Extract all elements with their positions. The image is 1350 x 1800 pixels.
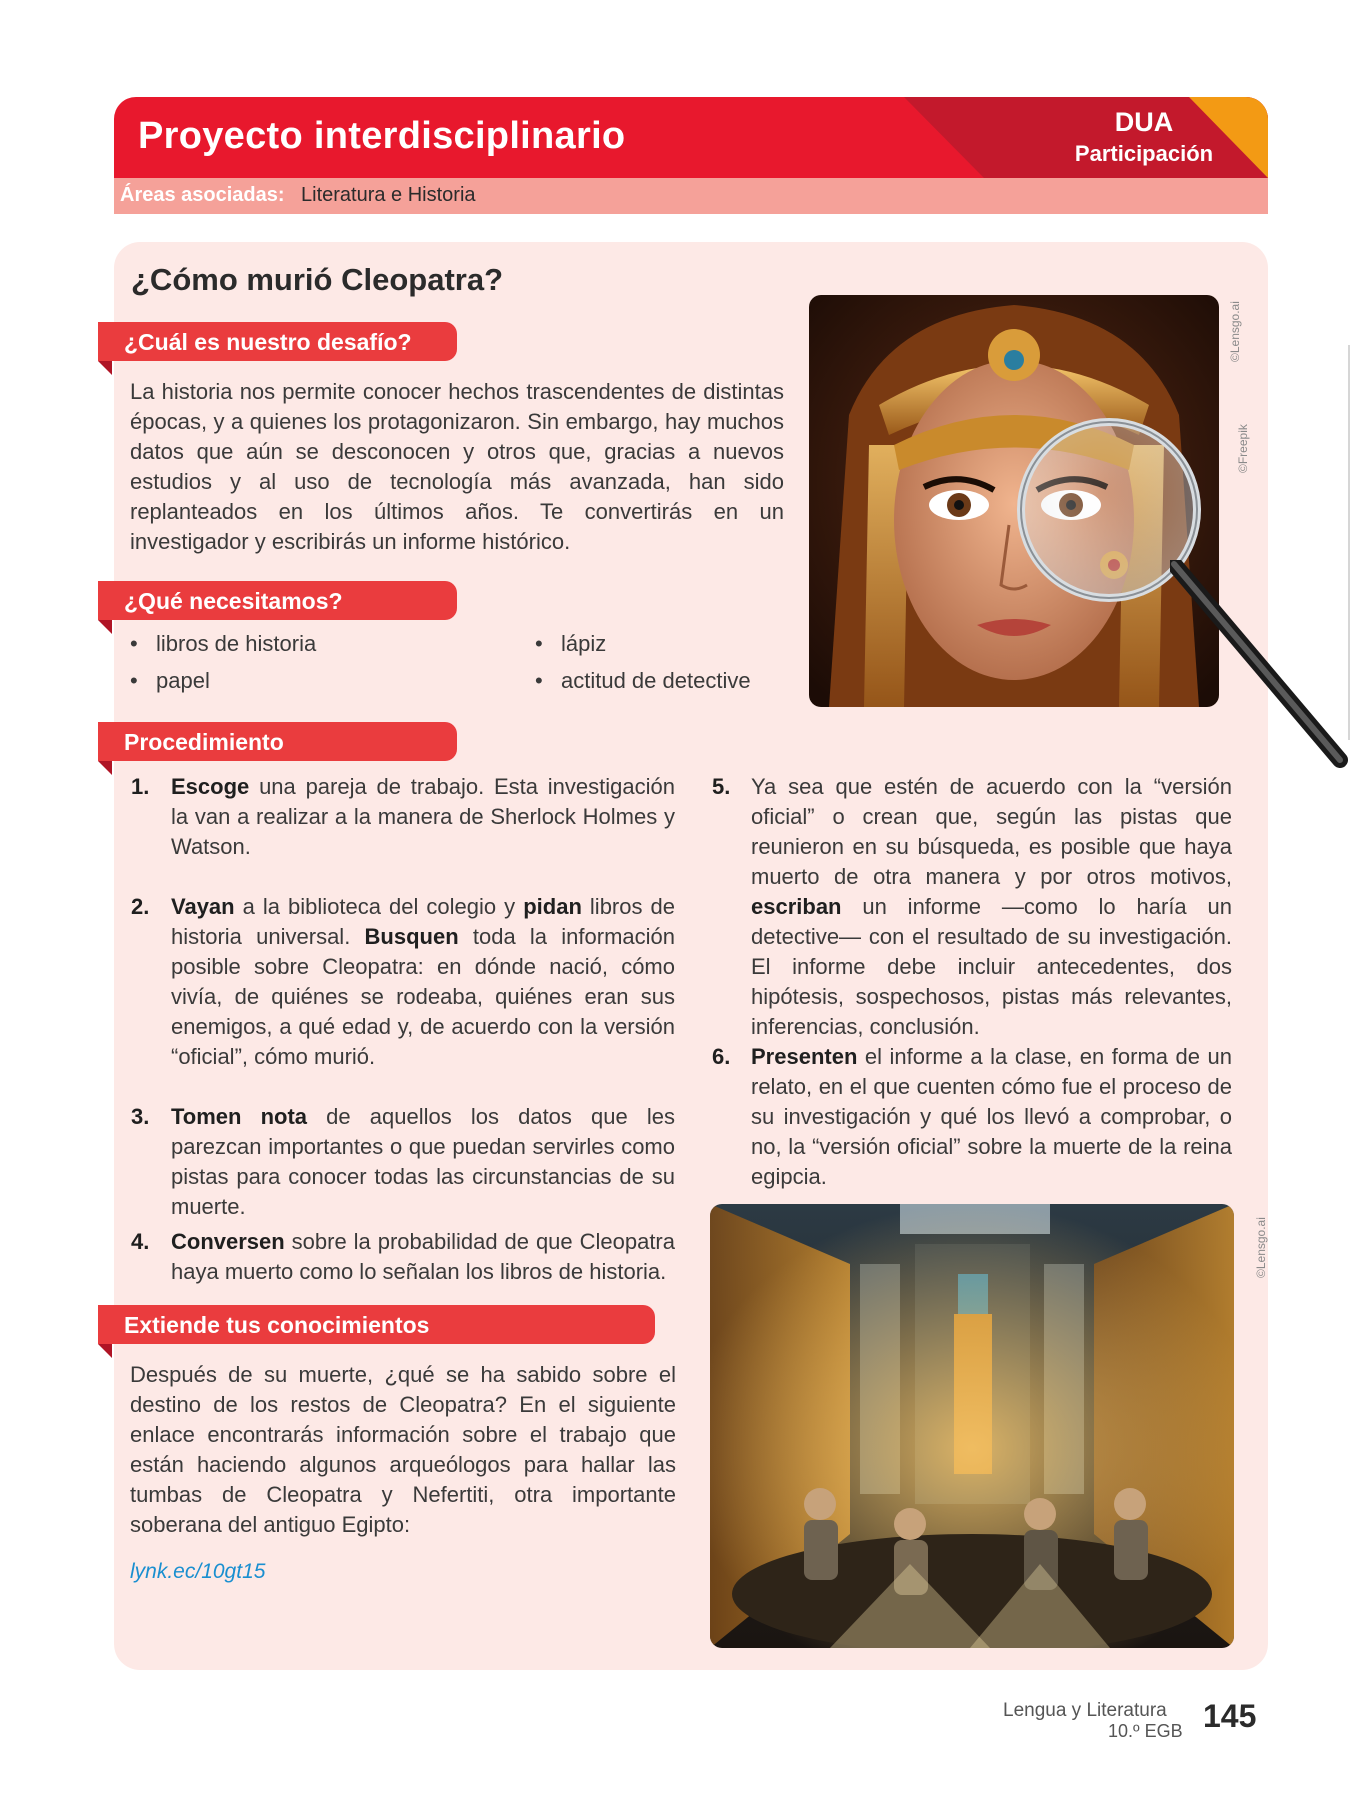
- areas-label: Áreas asociadas:: [120, 184, 285, 206]
- areas-bar: [114, 178, 1268, 214]
- step-text: [751, 1042, 1232, 1192]
- step-text: [171, 892, 675, 1072]
- step-text: [751, 772, 1232, 1042]
- step-text-run: toda la información posible sobre Cleopatra: en dónde nació, cómo vivía, de quiénes se rodeaba, quiénes eran sus enemigos, a qué edad y, de acuerdo con la versión “oficial”, cómo murió.: [171, 924, 675, 1069]
- step-number: 5.: [712, 774, 731, 799]
- page-title: ¿Cómo murió Cleopatra?: [131, 262, 504, 297]
- step-number: 2.: [131, 894, 150, 919]
- areas-value: Literatura e Historia: [301, 184, 476, 206]
- dua-participation-label: Participación: [1074, 141, 1214, 166]
- image-credit: ©Freepik: [1236, 424, 1250, 473]
- dua-label: DUA: [1114, 107, 1174, 137]
- step-keyword: Presenten: [751, 1044, 858, 1069]
- step-keyword: escriban: [751, 894, 842, 919]
- section-tab-needs: [98, 581, 457, 620]
- step-number: 1.: [131, 774, 150, 799]
- section-tab-extend: [98, 1305, 655, 1344]
- page-header-title: Proyecto interdisciplinario: [138, 115, 626, 157]
- section-heading-procedure: Procedimiento: [124, 729, 284, 755]
- step-text-run: a la biblioteca del colegio y: [234, 894, 524, 919]
- step-keyword: Conversen: [171, 1229, 285, 1254]
- image-credit: ©Lensgo.ai: [1228, 301, 1242, 362]
- step-text-run: el informe a la clase, en forma de un relato, en el que cuenten cómo fue el proceso de su investigación y qué los llevó a comprobar, o no, la “versión oficial” sobre la muerte de la reina egipcia.: [751, 1044, 1232, 1189]
- step-keyword: pidan: [523, 894, 582, 919]
- cleopatra-image: [809, 295, 1219, 707]
- step-keyword: Busquen: [364, 924, 459, 949]
- header-band: [114, 97, 1268, 178]
- challenge-text: La historia nos permite conocer hechos trascendentes de distintas épocas, y a quienes los protagonizaron. Sin embargo, hay muchos datos que aún se desconocen y otros que, gracias a nuevos estudios y al uso de tecnología más avanzada, han sido replanteados en los últimos años. Te convertirás en un investigador y escribirás un informe histórico.: [130, 379, 784, 554]
- step-keyword: Tomen nota: [171, 1104, 308, 1129]
- step-text: [171, 1227, 675, 1287]
- step-text: [171, 1102, 675, 1222]
- footer-subject: Lengua y Literatura: [1003, 1700, 1167, 1721]
- tomb-illustration: [710, 1204, 1234, 1648]
- step-text-run: Ya sea que estén de acuerdo con la “versión oficial” o crean que, según las pistas que reunieron en su búsqueda, es posible que haya muerto de otra manera y por otros motivos,: [751, 774, 1232, 889]
- step-keyword: Vayan: [171, 894, 235, 919]
- step-text: [171, 772, 675, 862]
- step-number: 3.: [131, 1104, 150, 1129]
- step-text-run: sobre la probabilidad de que Cleopatra haya muerto como lo señalan los libros de historia.: [171, 1229, 675, 1284]
- list-item: • papel: [156, 668, 210, 694]
- step-number: 4.: [131, 1229, 150, 1254]
- tomb-image: [710, 1204, 1234, 1648]
- section-tab-challenge: [98, 322, 457, 361]
- section-heading-needs: ¿Qué necesitamos?: [124, 588, 343, 614]
- step-number: 6.: [712, 1044, 731, 1069]
- resource-link[interactable]: lynk.ec/10gt15: [130, 1560, 266, 1583]
- list-item: • lápiz: [561, 631, 606, 657]
- step-text-run: un informe —como lo haría un detective— con el resultado de su investigación. El informe debe incluir antecedentes, dos hipótesis, sospechosos, pistas más relevantes, inferencias, conclusión.: [751, 894, 1232, 1039]
- step-text-run: libros de historia universal.: [171, 894, 675, 949]
- list-item: • actitud de detective: [561, 668, 751, 694]
- list-item: • libros de historia: [156, 631, 316, 657]
- section-tab-procedure: [98, 722, 457, 761]
- step-text-run: una pareja de trabajo. Esta investigación la van a realizar a la manera de Sherlock Holmes y Watson.: [171, 774, 675, 859]
- section-heading-challenge: ¿Cuál es nuestro desafío?: [124, 329, 412, 355]
- cleopatra-illustration: [809, 295, 1219, 707]
- image-credit: ©Lensgo.ai: [1254, 1217, 1268, 1278]
- footer-grade: 10.º EGB: [1108, 1721, 1183, 1741]
- extend-text: Después de su muerte, ¿qué se ha sabido sobre el destino de los restos de Cleopatra? En el siguiente enlace encontrarás información sobre el trabajo que están haciendo algunos arqueólogos para hallar las tumbas de Cleopatra y Nefertiti, otra importante soberana del antiguo Egipto:: [130, 1362, 676, 1537]
- step-keyword: Escoge: [171, 774, 250, 799]
- section-heading-extend: Extiende tus conocimientos: [124, 1312, 430, 1338]
- page-number: 145: [1203, 1698, 1257, 1734]
- magnifier-icon: [1170, 560, 1350, 770]
- step-text-run: de aquellos los datos que les parezcan importantes o que puedan servirles como pistas para conocer todas las circunstancias de su muerte.: [171, 1104, 675, 1219]
